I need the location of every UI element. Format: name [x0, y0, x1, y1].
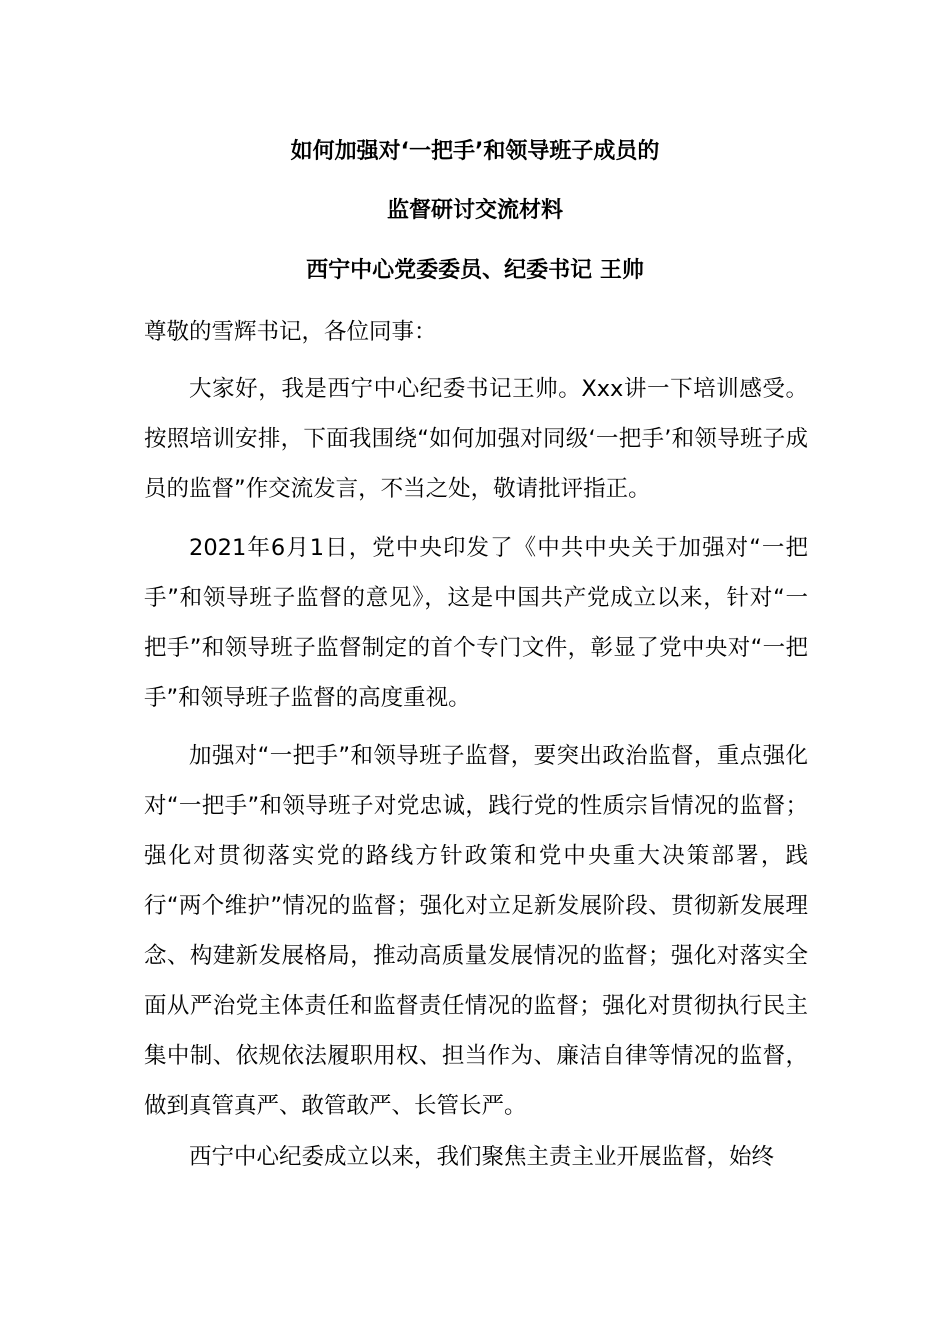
- document-title-line-1: 如何加强对‘一把手’和领导班子成员的: [290, 139, 660, 164]
- salutation: 尊敬的雪辉书记，各位同事：: [144, 319, 437, 345]
- paragraph-4: 西宁中心纪委成立以来，我们聚焦主责主业开展监督，始终: [189, 1144, 775, 1170]
- document-title-line-2: 监督研讨交流材料: [386, 198, 563, 223]
- paragraph-1: 大家好，我是西宁中心纪委书记王帅。Xxx讲一下培训感受。按照培训安排，下面我围绕“如何加强对同级‘一把手’和领导班子成员的监督”作交流发言，不当之处，敬请批评指正。: [144, 376, 808, 502]
- paragraph-3: 加强对“一把手”和领导班子监督，要突出政治监督，重点强化对“一把手”和领导班子对党忠诚，践行党的性质宗旨情况的监督；强化对贯彻落实党的路线方针政策和党中央重大决策部署，践行“两个维护”情况的监督；强化对立足新发展阶段、贯彻新发展理念、构建新发展格局，推动高质量发展情况的监督；强化对落实全面从严治党主体责任和监督责任情况的监督；强化对贯彻执行民主集中制、依规依法履职用权、担当作为、廉洁自律等情况的监督，做到真管真严、敢管敢严、长管长严。: [144, 743, 808, 1119]
- author-line: 西宁中心党委委员、纪委书记 王帅: [306, 258, 644, 283]
- paragraph-2: 2021年6月1日，党中央印发了《中共中央关于加强对“一把手”和领导班子监督的意见》，这是中国共产党成立以来，针对“一把手”和领导班子监督制定的首个专门文件，彰显了党中央对“一把手”和领导班子监督的高度重视。: [144, 535, 808, 711]
